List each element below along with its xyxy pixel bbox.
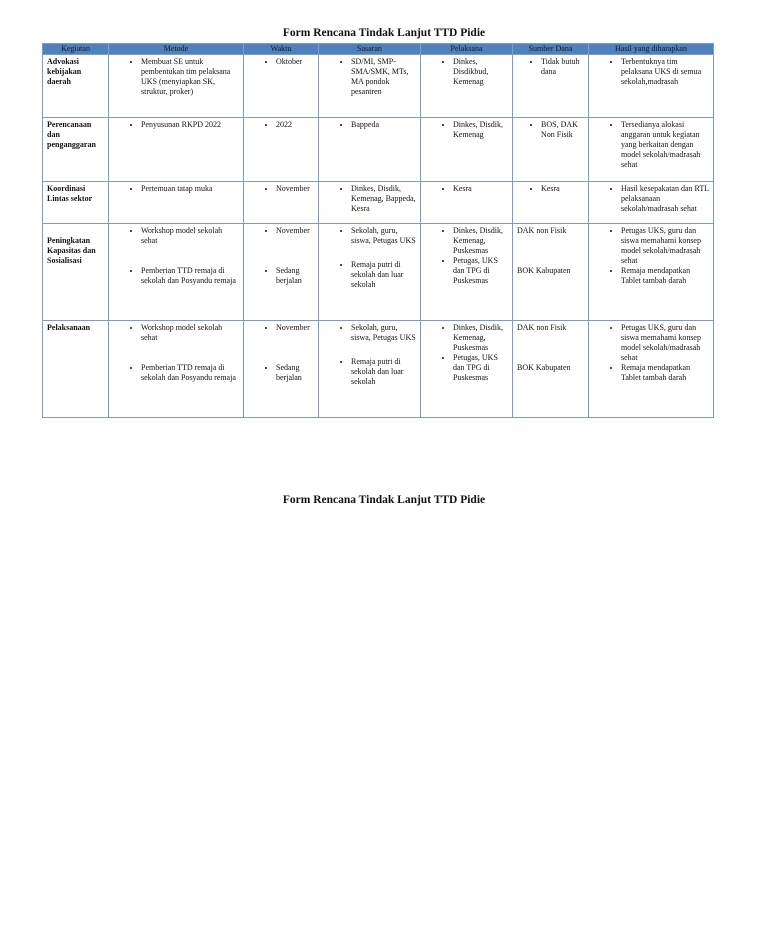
list-item: • Remaja putri di sekolah dan luar sekolah [351, 357, 416, 387]
list-item: • Sekolah, guru, siswa, Petugas UKS [351, 226, 416, 246]
cell-pelaksana [421, 118, 513, 182]
document-title: Form Rencana Tindak Lanjut TTD Pidie [282, 27, 486, 39]
cell-pelaksana [421, 321, 513, 418]
cell-hasil [589, 55, 714, 118]
cell-waktu [244, 182, 319, 224]
list-item: • 2022 [276, 120, 314, 130]
header-kegiatan: Kegiatan [43, 44, 109, 55]
list-item: • Dinkes, Disdik, Kemenag [453, 120, 508, 140]
cell-sumber-dana [513, 55, 589, 118]
list-item: • November [276, 226, 314, 236]
cell-metode [109, 321, 244, 418]
list-item: • Dinkes, Disdik, Kemenag, Puskesmas [453, 226, 508, 256]
list-item: • Dinkes, Disdikbud, Kemenag [453, 57, 508, 87]
list-item: • Hasil kesepakatan dan RTL pelaksanaan sekolah/madrasah sehat [621, 184, 709, 214]
list-item: • November [276, 323, 314, 333]
list-item: • Penyusunan RKPD 2022 [141, 120, 239, 130]
cell-waktu [244, 321, 319, 418]
action-plan-table [42, 43, 714, 418]
list-item: • Tidak butuh dana [541, 57, 584, 77]
header-pelaksana: Pelaksana [421, 44, 513, 55]
list-item: • BOS, DAK Non Fisik [541, 120, 584, 140]
list-item: • Terbentuknya tim pelaksana UKS di semua sekolah,madrasah [621, 57, 709, 87]
list-item: • Sedang berjalan [276, 266, 314, 286]
cell-waktu [244, 55, 319, 118]
dana-item: BOK Kabupaten [517, 266, 571, 275]
list-item: • Remaja mendapatkan Tablet tambah darah [621, 266, 709, 286]
list-item: • Workshop model sekolah sehat [141, 323, 239, 343]
list-item: • Bappeda [351, 120, 416, 130]
list-item: • Petugas UKS, guru dan siswa memahami konsep model sekolah/madrasah sehat [621, 226, 709, 266]
cell-metode [109, 224, 244, 321]
cell-sumber-dana [513, 182, 589, 224]
cell-hasil [589, 118, 714, 182]
table-row [43, 224, 714, 321]
cell-sumber-dana [513, 118, 589, 182]
table-row [43, 182, 714, 224]
cell-sasaran [319, 182, 421, 224]
list-item: • Sekolah, guru, siswa, Petugas UKS [351, 323, 416, 343]
list-item: • Workshop model sekolah sehat [141, 226, 239, 246]
table-row [43, 55, 714, 118]
cell-kegiatan: Advokasi kebijakan daerah [43, 55, 109, 118]
list-item: • Kesra [541, 184, 584, 194]
cell-hasil [589, 321, 714, 418]
cell-sumber-dana [513, 224, 589, 321]
list-item: • Dinkes, Disdik, Kemenag, Bappeda, Kesra [351, 184, 416, 214]
header-metode: Metode [109, 44, 244, 55]
cell-hasil [589, 224, 714, 321]
cell-hasil [589, 182, 714, 224]
list-item: • Petugas UKS, guru dan siswa memahami konsep model sekolah/madrasah sehat [621, 323, 709, 363]
list-item: • Dinkes, Disdik, Kemenag, Puskesmas [453, 323, 508, 353]
cell-sasaran [319, 118, 421, 182]
table-row [43, 321, 714, 418]
table-header-row [43, 44, 714, 55]
cell-kegiatan: Koordinasi Lintas sektor [43, 182, 109, 224]
list-item: • Petugas, UKS dan TPG di Puskesmas [453, 353, 508, 383]
cell-waktu [244, 118, 319, 182]
dana-item: DAK non Fisik [517, 226, 567, 235]
header-hasil: Hasil yang diharapkan [589, 44, 714, 55]
cell-metode [109, 118, 244, 182]
header-sumber-dana: Sumber Dana [513, 44, 589, 55]
kegiatan-label: Peningkatan Kapasitas dan Sosialisasi [47, 236, 96, 265]
cell-pelaksana [421, 182, 513, 224]
cell-sumber-dana [513, 321, 589, 418]
list-item: • SD/MI, SMP-SMA/SMK, MTs, MA pondok pesantren [351, 57, 416, 97]
list-item: • Oktober [276, 57, 314, 67]
list-item: • Pemberian TTD remaja di sekolah dan Posyandu remaja [141, 266, 239, 286]
list-item: • Remaja putri di sekolah dan luar sekolah [351, 260, 416, 290]
cell-sasaran [319, 55, 421, 118]
cell-sasaran [319, 224, 421, 321]
cell-kegiatan [43, 224, 109, 321]
cell-metode [109, 55, 244, 118]
cell-kegiatan: Perencanaan dan penganggaran [43, 118, 109, 182]
list-item: • Membuat SE untuk pembentukan tim pelaksana UKS (menyiapkan SK, struktur, proker) [141, 57, 239, 97]
cell-pelaksana [421, 55, 513, 118]
list-item: • Pertemuan tatap muka [141, 184, 239, 194]
cell-pelaksana [421, 224, 513, 321]
header-waktu: Waktu [244, 44, 319, 55]
cell-sasaran [319, 321, 421, 418]
table-row [43, 118, 714, 182]
list-item: • Remaja mendapatkan Tablet tambah darah [621, 363, 709, 383]
list-item: • November [276, 184, 314, 194]
list-item: • Sedang berjalan [276, 363, 314, 383]
list-item: • Pemberian TTD remaja di sekolah dan Posyandu remaja [141, 363, 239, 383]
list-item: • Kesra [453, 184, 508, 194]
header-sasaran: Sasaran [319, 44, 421, 55]
cell-waktu [244, 224, 319, 321]
cell-metode [109, 182, 244, 224]
list-item: • Tersedianya alokasi anggaran untuk kegiatan yang berkaitan dengan model sekolah/madrasah sehat [621, 120, 709, 170]
document-title-repeat: Form Rencana Tindak Lanjut TTD Pidie [282, 494, 486, 506]
list-item: • Petugas, UKS dan TPG di Puskesmas [453, 256, 508, 286]
dana-item: DAK non Fisik [517, 323, 567, 332]
dana-item: BOK Kabupaten [517, 363, 571, 372]
cell-kegiatan: Pelaksanaan [43, 321, 109, 418]
